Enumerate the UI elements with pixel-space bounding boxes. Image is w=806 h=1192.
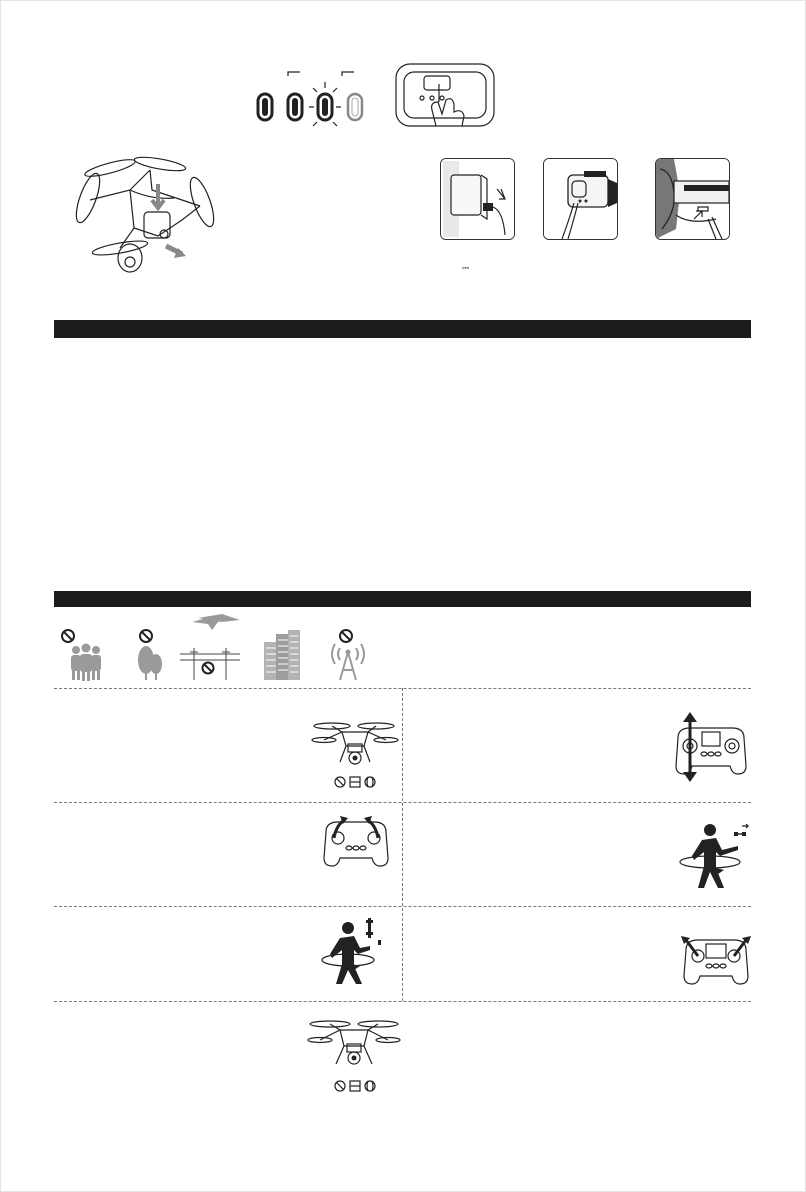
panel-divider (54, 1001, 751, 1002)
buildings-icon (262, 628, 302, 682)
drone-gyro-reset-illustration (308, 1014, 400, 1094)
battery-cable-photo (543, 158, 618, 240)
section-header-bar-environment (54, 591, 751, 607)
no-crowds-icon (58, 630, 108, 682)
no-signal-tower-icon (328, 630, 368, 682)
dc-voltage-symbol: ⎓ (462, 264, 470, 274)
led-indicator-group (250, 68, 380, 128)
controller-unlock-illustration (318, 812, 394, 868)
compass-calibration-horizontal-illustration (676, 822, 750, 890)
controller-lock-illustration (678, 930, 754, 986)
charger-adapter-photo (440, 158, 515, 240)
section-title (54, 322, 62, 336)
compass-calibration-vertical-illustration (316, 916, 388, 986)
section-header-bar-charging (54, 320, 751, 338)
drone-calibration-illustration (312, 716, 398, 790)
drone-charge-port-photo (655, 158, 730, 240)
drone-battery-insert-illustration (70, 150, 220, 290)
controller-throttle-illustration (668, 716, 754, 778)
section-title (54, 593, 62, 607)
no-trees-icon (136, 630, 170, 682)
battery-button-press-illustration (392, 62, 502, 132)
no-power-lines-icon (178, 612, 242, 682)
panel-divider (402, 688, 403, 1001)
